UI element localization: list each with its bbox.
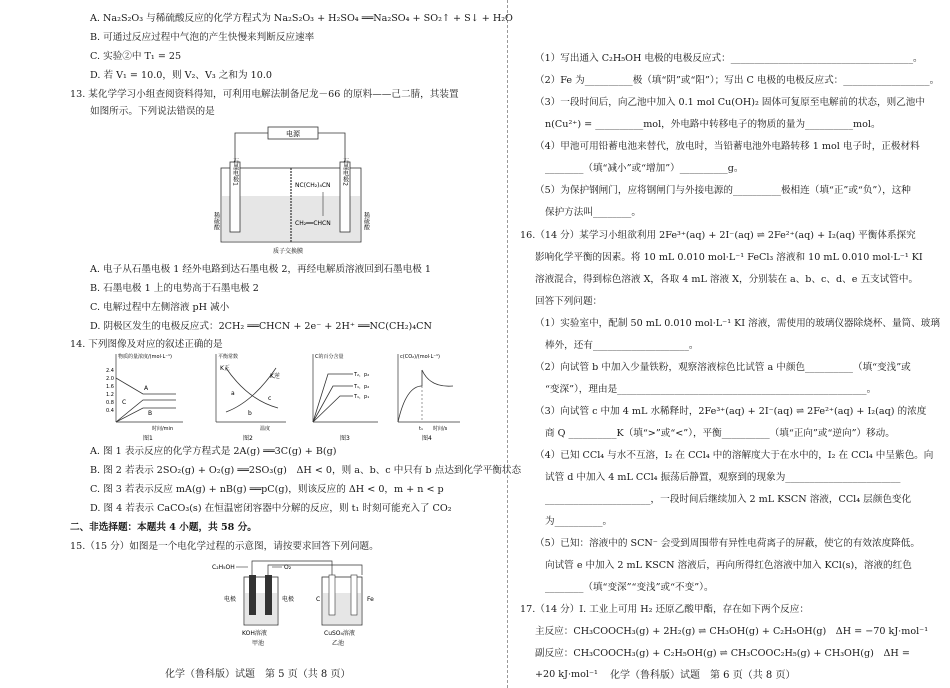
cell2-label: 乙池	[332, 640, 345, 647]
graph-1	[106, 353, 183, 442]
q15-part-4-cont: ________（填“减小”或“增加”）__________g。	[545, 163, 744, 174]
graph-4	[398, 354, 460, 442]
q17-side-reaction: 副反应：CH₃COOCH₃(g) + C₂H₅OH(g) ⇌ CH₃COOC₂H₅(g) + CH₃OH(g) ΔH =	[535, 648, 910, 659]
q16-part-4: （4）已知 CCl₄ 与水不互溶，I₂ 在 CCl₄ 中的溶解度大于在水中的，I₂ 在 CCl₄ 中呈紫色。向	[535, 450, 934, 461]
q14-option-b: B. 图 2 若表示 2SO₂(g) + O₂(g) ══2SO₃(g) ΔH < 0，则 a、b、c 中只有 b 点达到化学平衡状态	[90, 465, 522, 476]
q13-option-b: B. 石墨电极 1 上的电势高于石墨电极 2	[90, 283, 259, 294]
q12-option-a: A. Na₂S₂O₃ 与稀硫酸反应的化学方程式为 Na₂S₂O₃ + H₂SO₄ ══Na₂SO₄ + SO₂↑ + S↓ + H₂O	[90, 13, 513, 24]
q15-part-2: （2）Fe 为__________极（填“阴”或“阳”）；写出 C 电极的电极反应式：__________________。	[535, 75, 940, 86]
q15-part-4: （4）甲池可用铅蓄电池来替代，放电时，当铅蓄电池外电路转移 1 mol 电子时，正极材料	[535, 141, 920, 152]
column-divider	[507, 0, 508, 688]
q17-stem: 17.（14 分）Ⅰ. 工业上可用 H₂ 还原乙酸甲酯，存在如下两个反应：	[520, 604, 809, 615]
q12-option-d: D. 若 V₁ = 10.0，则 V₂、V₃ 之和为 10.0	[90, 70, 272, 81]
q16-part-1-cont: 棒外，还有____________________。	[545, 340, 699, 351]
q16-part-5-cont2: ________（填“变深”“变浅”或“不变”）。	[545, 582, 714, 593]
section-heading: 二、非选择题：本题共 4 小题，共 58 分。	[70, 522, 257, 533]
power-label: 电源	[286, 130, 300, 138]
carbon-label: C	[316, 596, 321, 603]
g4-tick: t₁	[419, 426, 423, 432]
q14-stem: 14. 下列图像及对应的叙述正确的是	[70, 339, 223, 350]
g2-point-label: b	[248, 410, 252, 417]
q15-part-5: （5）为保护钢闸门，应将钢闸门与外接电源的__________极相连（填“正”或“负”），这种	[535, 185, 911, 196]
q16-part-5: （5）已知：溶液中的 SCN⁻ 会受到周围带有异性电荷离子的屏蔽，使它的有效浓度降低。	[535, 538, 920, 549]
q15-part-3-cont: n(Cu²⁺) = __________mol，外电路中转移电子的物质的量为__________mol。	[545, 119, 881, 130]
g4-caption: 图4	[422, 435, 432, 442]
acid-right-label: 稀硫酸	[362, 212, 370, 230]
q16-part-3-cont: 商 Q __________K（填“>”或“<”），平衡__________（填“正向”或“逆向”）移动。	[545, 428, 895, 439]
electrode-2-label: 石墨电极2	[341, 158, 349, 186]
g1-tick: 2.4	[106, 368, 114, 374]
g1-ylabel: 物质的量浓度/(mol·L⁻¹)	[118, 354, 172, 360]
g2-point-label: a	[231, 390, 235, 397]
q16-part-3: （3）向试管 c 中加 4 mL 水稀释时，2Fe³⁺(aq) + 2I⁻(aq) ⇌ 2Fe²⁺(aq) + I₂(aq) 的浓度	[535, 406, 927, 417]
q15-part-3: （3）一段时间后，向乙池中加入 0.1 mol Cu(OH)₂ 固体可复原至电解前的状态，则乙池中	[535, 97, 925, 108]
oxygen-label: O₂	[284, 564, 292, 571]
koh-label: KOH溶液	[242, 630, 267, 637]
acid-left-label: 稀硫酸	[213, 212, 220, 230]
g1-curve-label: B	[148, 410, 153, 417]
g3-curve-label: T₁，p₁	[354, 394, 370, 400]
q16-part-5-cont: 向试管 e 中加入 2 mL KSCN 溶液后，再向所得红色溶液中加入 KCl(s)，溶液的红色	[545, 560, 912, 571]
page-footer-left: 化学（鲁科版）试题 第 5 页（共 8 页）	[165, 669, 351, 680]
q16-part-2-cont: “变深”），理由是____________________________________________________。	[545, 384, 877, 395]
g3-ylabel: C的百分含量	[315, 354, 344, 360]
q14-option-a: A. 图 1 表示反应的化学方程式是 2A(g) ══3C(g) + B(g)	[90, 446, 337, 457]
electrode-1-label: 石墨电极1	[231, 158, 239, 186]
q13-option-a: A. 电子从石墨电极 1 经外电路到达石墨电极 2，再经电解质溶液回到石墨电极 1	[90, 264, 431, 275]
q16-stem-3: 溶液混合，得到棕色溶液 X，各取 4 mL 溶液 X，分别装在 a、b、c、d、e 五支试管中。	[535, 274, 919, 285]
g1-tick: 2.0	[106, 376, 114, 382]
q15-electrochem-diagram	[212, 557, 412, 653]
q13-option-d: D. 阴极区发生的电极反应式：2CH₂ ══CHCN + 2e⁻ + 2H⁺ ══NC(CH₂)₄CN	[90, 321, 432, 332]
g1-tick: 1.6	[106, 384, 114, 390]
q15-stem: 15.（15 分）如图是一个电化学过程的示意图，请按要求回答下列问题。	[70, 541, 379, 552]
q14-graphs	[88, 350, 463, 442]
q14-option-c: C. 图 3 若表示反应 mA(g) + nB(g) ══pC(g)，则该反应的 ΔH < 0，m + n < p	[90, 484, 444, 495]
g2-xlabel: 温度	[260, 426, 271, 432]
product-label: NC(CH₂)₄CN	[295, 182, 331, 189]
ethanol-label: C₂H₅OH	[212, 564, 235, 571]
q13-stem: 13. 某化学学习小组查阅资料得知，可利用电解法制备尼龙－66 的原料——己二腈，其装置	[70, 89, 459, 100]
reactant-label: CH₂══CHCN	[295, 220, 331, 227]
q13-stem-cont: 如图所示。下列说法错误的是	[90, 106, 215, 117]
g4-xlabel: 时间/s	[433, 426, 448, 432]
g1-xlabel: 时间/min	[152, 426, 174, 432]
g1-tick: 0.4	[106, 408, 114, 414]
q16-part-4-cont3: 为__________。	[545, 516, 613, 527]
q12-option-c: C. 实验②中 T₁ = 25	[90, 51, 182, 62]
electrode-right-label: 电极	[282, 596, 295, 603]
g2-point-label: c	[268, 395, 272, 402]
q16-stem-2: 影响化学平衡的因素。将 10 mL 0.010 mol·L⁻¹ FeCl₃ 溶液和 10 mL 0.010 mol·L⁻¹ KI	[535, 252, 923, 263]
g1-caption: 图1	[143, 435, 153, 442]
q12-option-b: B. 可通过反应过程中气泡的产生快慢来判断反应速率	[90, 32, 315, 43]
g2-curve-label: K正	[220, 365, 230, 372]
page-footer-right: 化学（鲁科版）试题 第 6 页（共 8 页）	[610, 670, 796, 681]
g3-curve-label: T₂，p₂	[354, 372, 370, 378]
g2-curve-label: K逆	[270, 373, 280, 380]
graph-2	[216, 353, 286, 442]
cuso4-label: CuSO₄溶液	[324, 630, 355, 637]
g4-ylabel: c(CO₂)/(mol·L⁻¹)	[400, 354, 441, 360]
g1-curve-label: A	[144, 385, 149, 392]
q16-part-4-cont2: ______________________，一段时间后继续加入 2 mL KSCN 溶液，CCl₄ 层颜色变化	[545, 494, 912, 505]
q14-option-d: D. 图 4 若表示 CaCO₃(s) 在恒温密闭容器中分解的反应，则 t₁ 时刻可能充入了 CO₂	[90, 503, 452, 514]
q13-option-c: C. 电解过程中左侧溶液 pH 减小	[90, 302, 230, 313]
g1-tick: 1.2	[106, 392, 114, 398]
g3-curve-label: T₁，p₂	[354, 384, 370, 390]
q16-part-4-cont: 试管 d 中加入 4 mL CCl₄ 振荡后静置，观察到的现象为________________________	[545, 472, 901, 483]
q17-main-reaction: 主反应：CH₃COOCH₃(g) + 2H₂(g) ⇌ CH₃OH(g) + C₂H₅OH(g) ΔH = −70 kJ·mol⁻¹	[535, 626, 929, 637]
g2-ylabel: 平衡常数	[218, 354, 239, 360]
graph-3	[313, 353, 378, 442]
q16-instruction: 回答下列问题：	[535, 296, 603, 307]
q16-stem: 16.（14 分）某学习小组欲利用 2Fe³⁺(aq) + 2I⁻(aq) ⇌ 2Fe²⁺(aq) + I₂(aq) 平衡体系探究	[520, 230, 916, 241]
cell1-label: 甲池	[252, 640, 265, 647]
g3-caption: 图3	[340, 435, 350, 442]
q13-electrolysis-diagram	[213, 124, 373, 256]
q17-side-reaction-dh: +20 kJ·mol⁻¹	[535, 669, 598, 680]
g2-caption: 图2	[243, 435, 253, 442]
iron-label: Fe	[367, 596, 374, 603]
q15-part-1: （1）写出通入 C₂H₅OH 电极的电极反应式：______________________________________。	[535, 53, 923, 64]
q16-part-1: （1）实验室中，配制 50 mL 0.010 mol·L⁻¹ KI 溶液，需使用的玻璃仪器除烧杯、量筒、玻璃	[535, 318, 940, 329]
membrane-label: 质子交换膜	[273, 248, 304, 255]
g1-curve-label: C	[122, 399, 127, 406]
g1-tick: 0.8	[106, 400, 114, 406]
q15-part-5-cont: 保护方法叫________。	[545, 207, 641, 218]
electrode-left-label: 电极	[224, 596, 237, 603]
q16-part-2: （2）向试管 b 中加入少量铁粉，观察溶液棕色比试管 a 中颜色__________（填“变浅”或	[535, 362, 911, 373]
